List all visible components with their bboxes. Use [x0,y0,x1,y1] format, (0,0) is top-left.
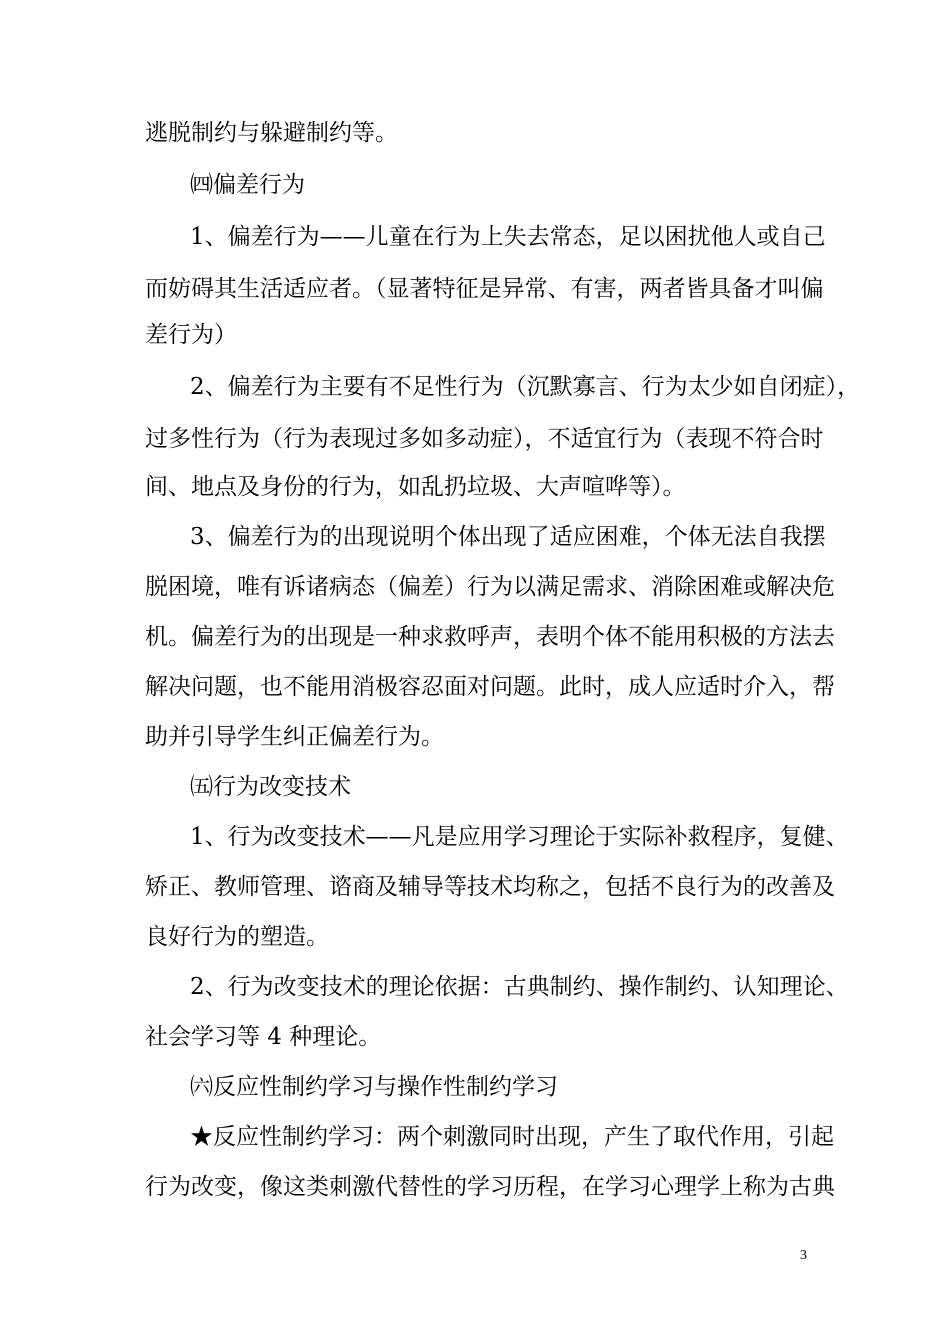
text-line: 2、行为改变技术的理论依据：古典制约、操作制约、认知理论、 [190,974,849,1000]
text-line: ★反应性制约学习：两个刺激同时出现，产生了取代作用，引起 [190,1124,834,1150]
page-number: 3 [800,1248,807,1263]
section-heading: ㈣偏差行为 [190,172,305,198]
text-line: 2、偏差行为主要有不足性行为（沉默寡言、行为太少如自闭症）， [190,374,861,400]
text-line: 而妨碍其生活适应者。（显著特征是异常、有害，两者皆具备才叫偏 [145,276,824,302]
text-line: 矫正、教师管理、谘商及辅导等技术均称之，包括不良行为的改善及 [145,874,835,900]
text-line: 3、偏差行为的出现说明个体出现了适应困难，个体无法自我摆 [190,524,826,550]
section-heading: ㈤行为改变技术 [190,774,351,800]
text-line: 助并引导学生纠正偏差行为。 [145,724,444,750]
text-line: 过多性行为（行为表现过多如多动症），不适宜行为（表现不符合时 [145,426,824,452]
text-line: 1、行为改变技术——凡是应用学习理论于实际补救程序，复健、 [190,824,849,850]
section-heading: ㈥反应性制约学习与操作性制约学习 [190,1074,558,1100]
text-line: 脱困境，唯有诉诸病态（偏差）行为以满足需求、消除困难或解决危 [145,574,835,600]
text-line: 机。偏差行为的出现是一种求救呼声，表明个体不能用积极的方法去 [145,624,835,650]
text-line: 逃脱制约与躲避制约等。 [145,120,398,146]
text-line: 间、地点及身份的行为，如乱扔垃圾、大声喧哗等）。 [145,474,686,500]
text-line: 差行为） [145,322,237,348]
text-line: 良好行为的塑造。 [145,924,329,950]
text-line: 1、偏差行为——儿童在行为上失去常态，足以困扰他人或自己 [190,224,826,250]
text-line: 社会学习等 4 种理论。 [145,1024,382,1050]
text-line: 解决问题，也不能用消极容忍面对问题。此时，成人应适时介入，帮 [145,674,835,700]
text-line: 行为改变，像这类刺激代替性的学习历程，在学习心理学上称为古典 [145,1174,835,1200]
